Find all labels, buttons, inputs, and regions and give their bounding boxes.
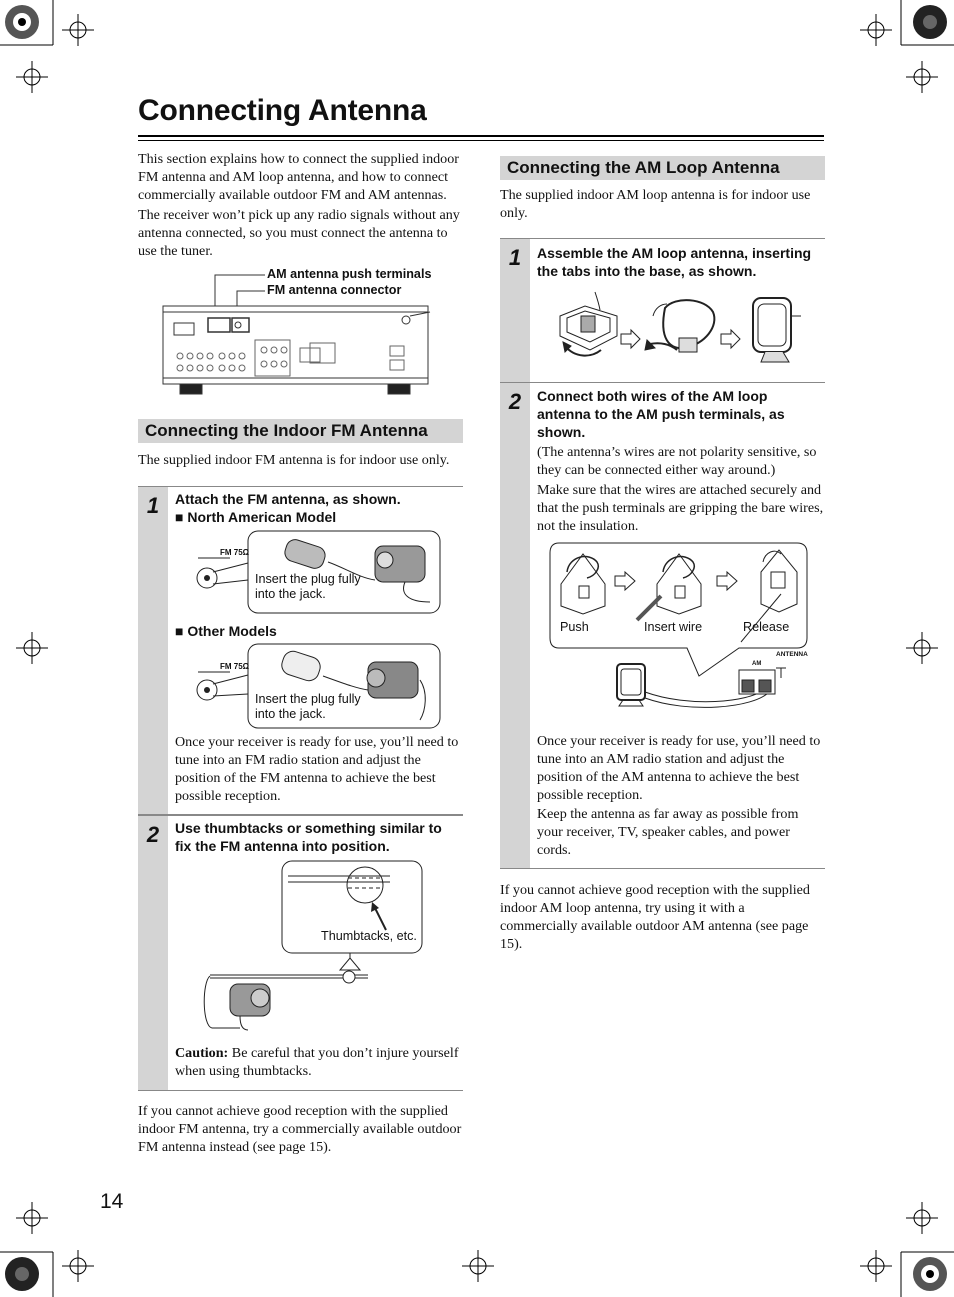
fm-model-na-row bbox=[175, 508, 336, 526]
fm-step-2-number: 2 bbox=[146, 822, 160, 847]
thumbtacks-label: Thumbtacks, etc. bbox=[321, 929, 417, 943]
fm-jack-label-other: FM 75Ω bbox=[220, 662, 250, 671]
thumbtack-illustration bbox=[200, 858, 428, 1036]
fm-footer: If you cannot achieve good reception with the supplied indoor FM antenna, try a commercially available outdoor FM antenna instead (see page 15). bbox=[138, 1103, 462, 1155]
am-step-2-after-2: Keep the antenna as far away as possible from your receiver, TV, speaker cables, and power cords. bbox=[537, 806, 799, 858]
fm-step-1-number: 1 bbox=[146, 493, 160, 518]
rear-panel-illustration bbox=[160, 268, 435, 400]
am-intro: The supplied indoor AM loop antenna is for indoor use only. bbox=[500, 187, 811, 221]
fm-section-heading: Connecting the Indoor FM Antenna bbox=[138, 419, 463, 443]
fm-intro: The supplied indoor FM antenna is for indoor use only. bbox=[138, 452, 450, 468]
bullet-square-icon: ■ bbox=[175, 509, 184, 525]
am-step-2-after-1: Once your receiver is ready for use, you’ll need to tune into an AM radio station and adjust the position of the AM antenna to achieve the best possible reception. bbox=[537, 733, 821, 803]
fm-insert-line-1: Insert the plug fully bbox=[255, 572, 361, 586]
am-step-1-number: 1 bbox=[508, 245, 522, 270]
am-step-1-heading: Assemble the AM loop antenna, inserting the tabs into the base, as shown. bbox=[537, 245, 812, 279]
am-step-2-heading: Connect both wires of the AM loop antenna to the AM push terminals, as shown. bbox=[537, 388, 785, 440]
am-section-heading: Connecting the AM Loop Antenna bbox=[500, 156, 825, 180]
am-terminal-label: AM bbox=[752, 661, 762, 667]
fm-step-1-number-bar bbox=[138, 487, 168, 814]
page-title: Connecting Antenna bbox=[138, 94, 427, 127]
push-label: Push bbox=[560, 620, 589, 634]
intro-paragraph-1: This section explains how to connect the supplied indoor FM antenna and AM loop antenna, and how to connect commercially available outdoor FM and AM antennas. bbox=[138, 151, 459, 203]
fm-step-2-heading: Use thumbtacks or something similar to fix the FM antenna into position. bbox=[175, 820, 442, 854]
fm-step-2-number-bar bbox=[138, 816, 168, 1090]
fm-model-na: North American Model bbox=[187, 509, 337, 525]
am-footer: If you cannot achieve good reception with the supplied indoor AM loop antenna, try using it with a commercially available outdoor AM antenna (see page 15). bbox=[500, 882, 810, 952]
am-step-1-number-bar bbox=[500, 239, 530, 382]
release-label: Release bbox=[743, 620, 790, 634]
fm-connector-label: FM antenna connector bbox=[267, 283, 402, 297]
title-rule-thin bbox=[138, 140, 824, 141]
caution-label: Caution: bbox=[175, 1045, 229, 1061]
am-step-2-number: 2 bbox=[508, 389, 522, 414]
bullet-square-icon: ■ bbox=[175, 623, 184, 639]
fm-jack-label-na: FM 75Ω bbox=[220, 548, 250, 557]
am-step-2-number-bar bbox=[500, 383, 530, 868]
fm-insert-label-na bbox=[255, 572, 361, 602]
fm-step-1-heading: Attach the FM antenna, as shown. bbox=[175, 491, 401, 507]
am-assembly-illustration bbox=[555, 286, 805, 366]
fm-insert-line-1: Insert the plug fully bbox=[255, 692, 361, 706]
fm-model-other-row bbox=[175, 622, 277, 640]
fm-insert-label-other bbox=[255, 692, 361, 722]
fm-model-other: Other Models bbox=[187, 623, 277, 639]
am-step-2-p2: Make sure that the wires are attached securely and that the push terminals are gripping the bare wires, not the insulation. bbox=[537, 482, 824, 534]
am-step-2-p1: (The antenna’s wires are not polarity sensitive, so they can be connected either way around.) bbox=[537, 444, 817, 478]
caution-text: Be careful that you don’t injure yourself when using thumbtacks. bbox=[175, 1045, 459, 1079]
fm-insert-line-2: into the jack. bbox=[255, 587, 326, 601]
fm-insert-line-2: into the jack. bbox=[255, 707, 326, 721]
insert-wire-label: Insert wire bbox=[644, 620, 703, 634]
antenna-terminal-label: ANTENNA bbox=[776, 651, 808, 658]
fm-step-1-after: Once your receiver is ready for use, you’ll need to tune into an FM radio station and adjust the position of the FM antenna to achieve the best possible reception. bbox=[175, 734, 459, 804]
fm-caution bbox=[175, 1044, 463, 1080]
intro-paragraph-2: The receiver won’t pick up any radio signals without any antenna connected, so you must connect the antenna to use the tuner. bbox=[138, 207, 460, 259]
page-number: 14 bbox=[100, 1190, 124, 1213]
title-rule bbox=[138, 135, 824, 137]
am-terminal-label: AM antenna push terminals bbox=[267, 267, 432, 281]
